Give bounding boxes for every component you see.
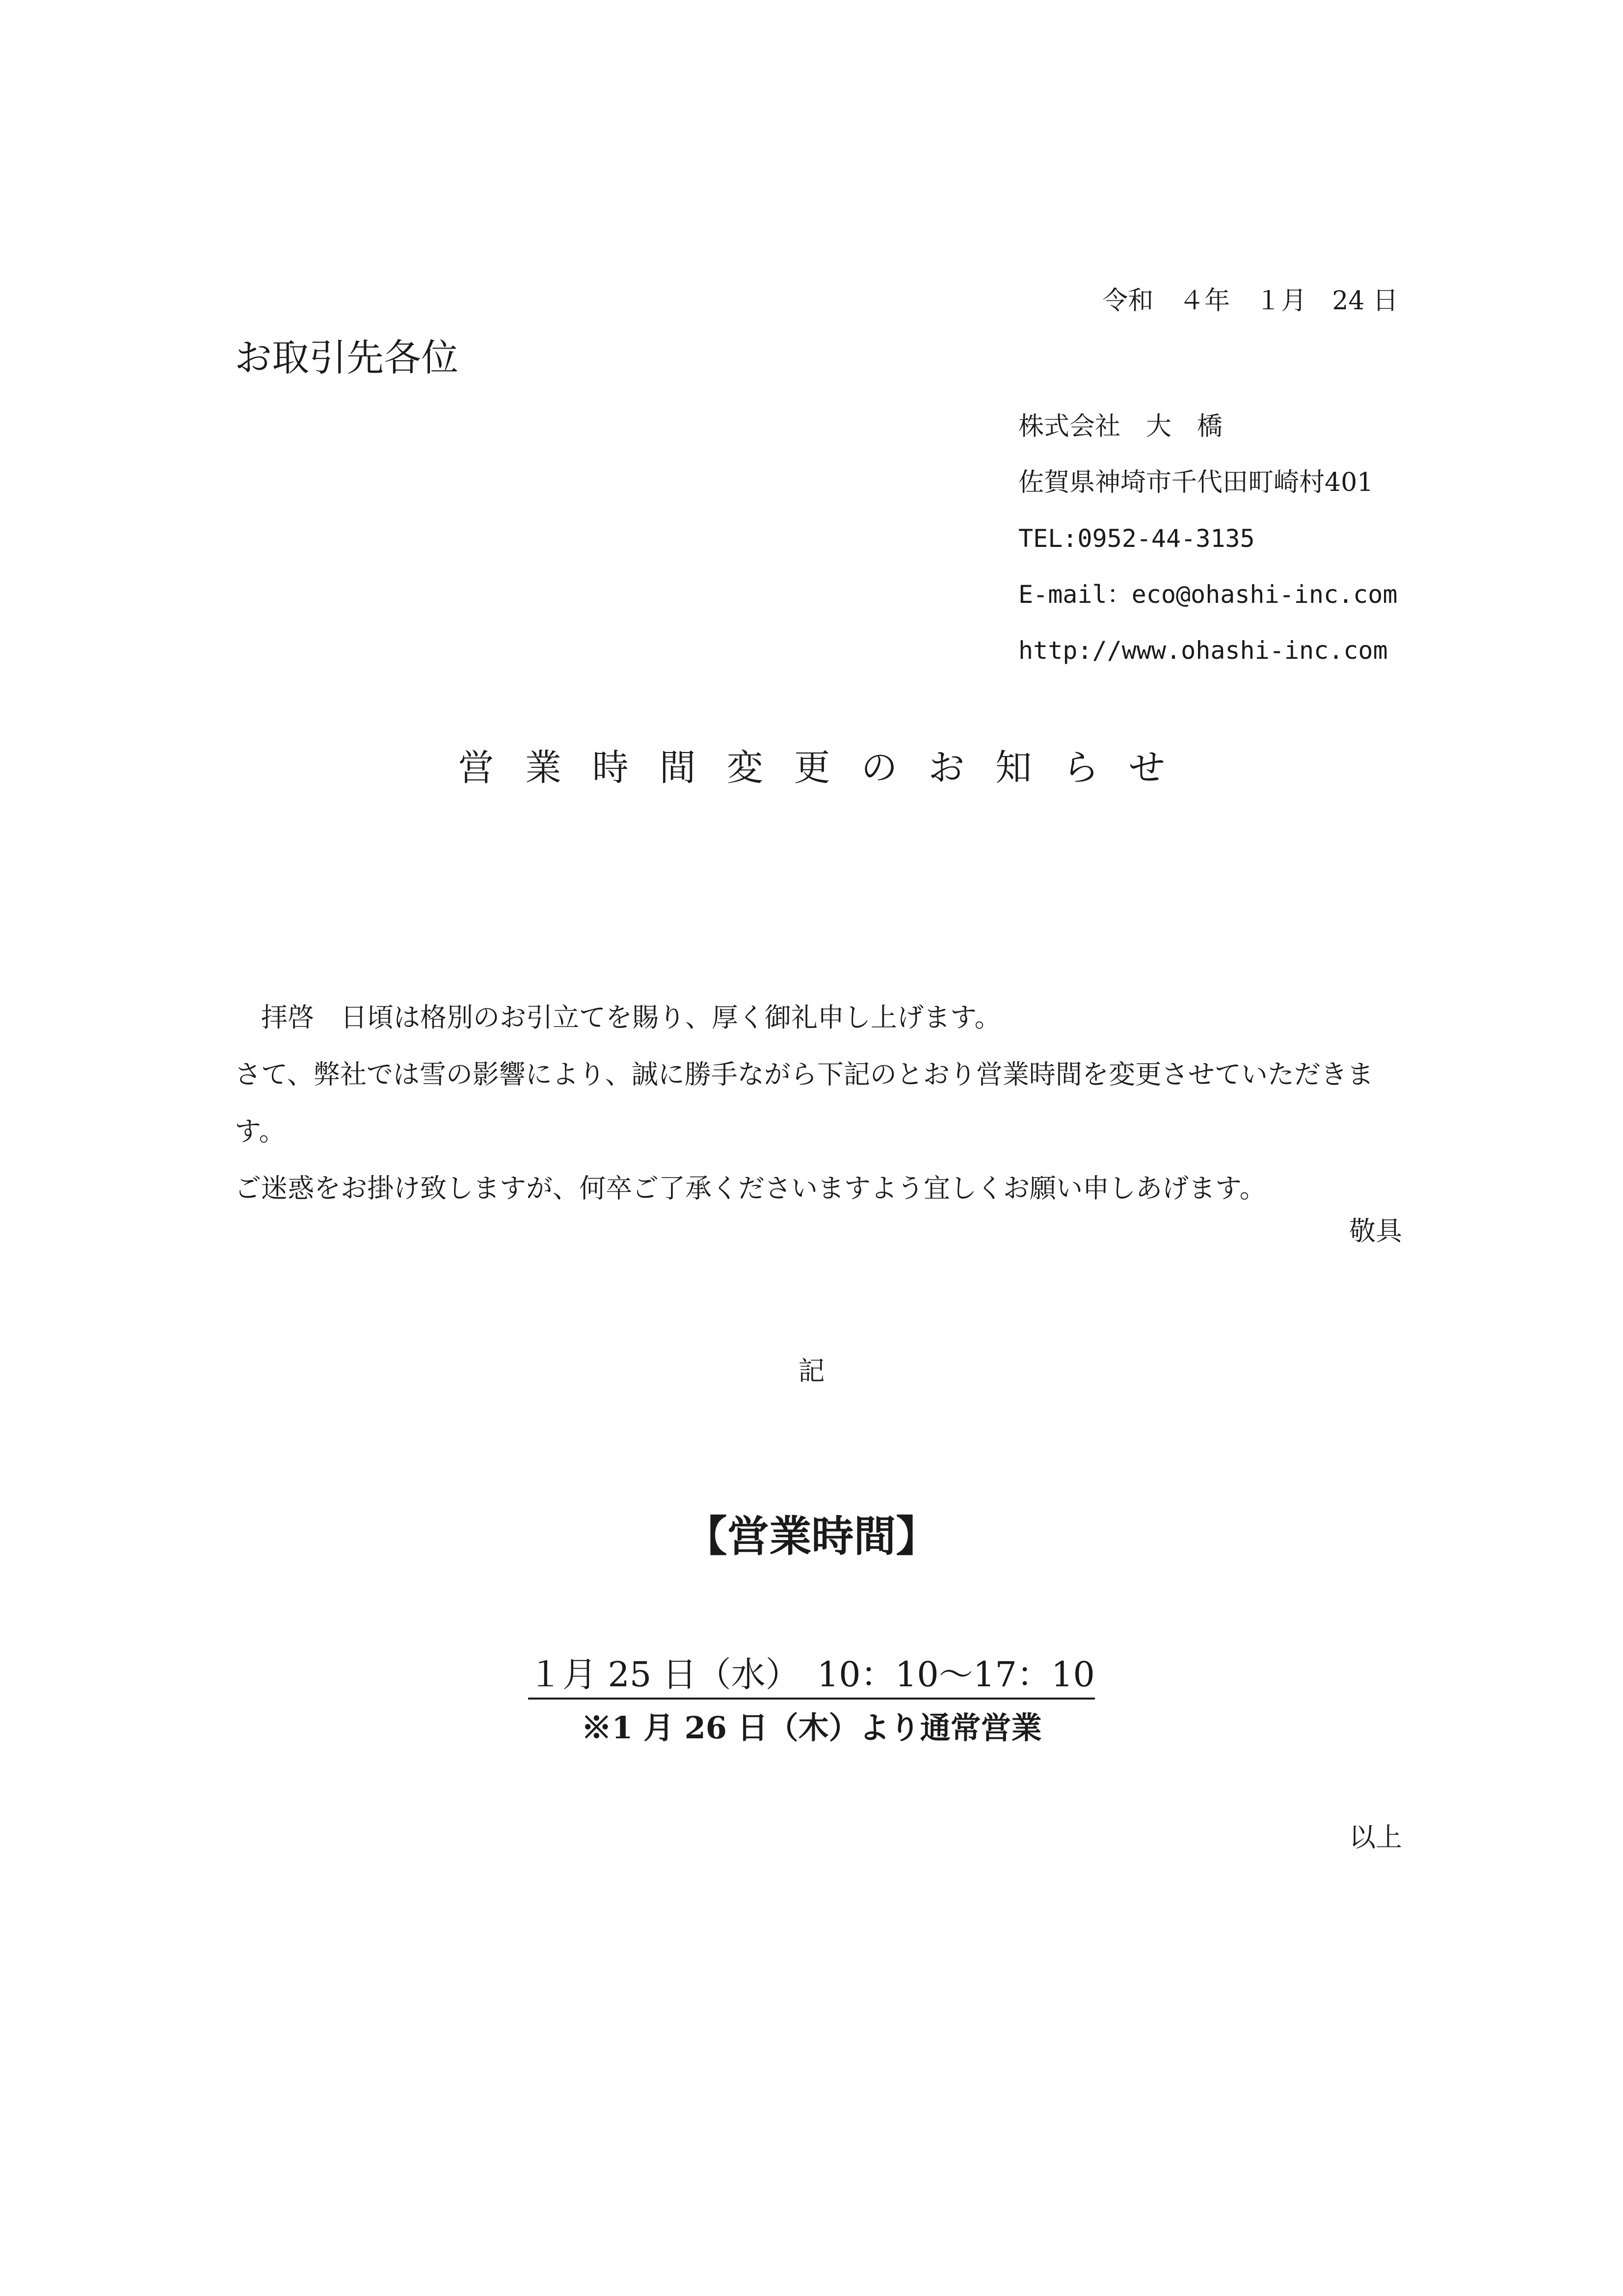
sender-email: E-mail：eco@ohashi-inc.com — [1018, 580, 1398, 609]
document-title: 営業時間変更のお知らせ — [458, 747, 1196, 789]
closing: 敬具 — [1349, 1216, 1402, 1246]
hours-schedule-line — [0, 1647, 1623, 1697]
recipient: お取引先各位 — [235, 336, 458, 379]
sender-tel: TEL:0952-44-3135 — [1018, 524, 1255, 553]
ki-mark: 記 — [798, 1355, 825, 1386]
greeting: 拝啓 日頃は格別のお引立てを賜り、厚く御礼申し上げます。 — [261, 1002, 1001, 1033]
hours-note: ※1 月 26 日（木）より通常営業 — [581, 1710, 1042, 1746]
sender-url: http://www.ohashi-inc.com — [1018, 636, 1388, 665]
body-text — [235, 989, 1403, 1217]
end-mark: 以上 — [1349, 1822, 1402, 1853]
document-date: 令和 ４年 １月 24 日 — [1102, 286, 1398, 316]
sender-address: 佐賀県神埼市千代田町崎村401 — [1018, 468, 1374, 497]
body-paragraph-1: さて、弊社では雪の影響により、誠に勝手ながら下記のとおり営業時間を変更させていただきます。 — [235, 1059, 1374, 1147]
sender-company: 株式会社 大 橋 — [1018, 412, 1223, 441]
body-paragraph-2: ご迷惑をお掛け致しますが、何卒ご了承くださいますよう宜しくお願い申しあげます。 — [235, 1173, 1266, 1204]
hours-heading: 【営業時間】 — [685, 1512, 938, 1561]
sender-block — [1018, 399, 1397, 678]
hours-schedule: １月 25 日（水） 10：10～17：10 — [528, 1654, 1095, 1700]
